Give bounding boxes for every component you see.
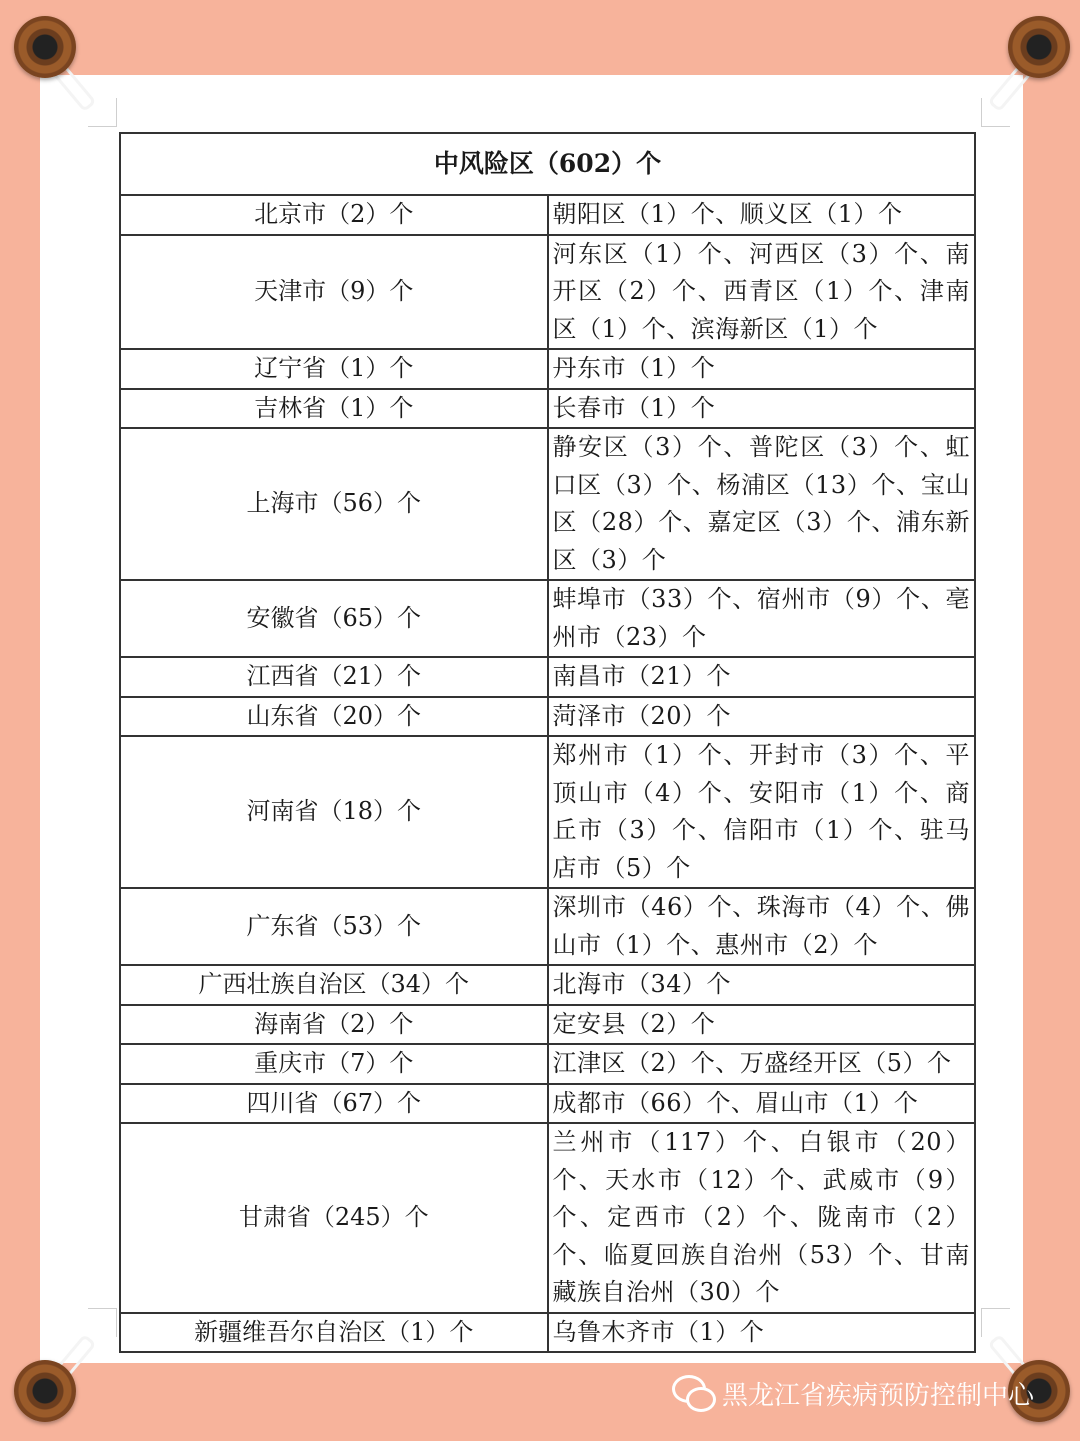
table-row [120,1084,975,1124]
table-title: 中风险区（602）个 [120,133,975,195]
province-cell: 辽宁省（1）个 [120,349,548,389]
detail-cell: 成都市（66）个、眉山市（1）个 [548,1084,976,1124]
province-cell: 重庆市（7）个 [120,1044,548,1084]
detail-cell: 江津区（2）个、万盛经开区（5）个 [548,1044,976,1084]
detail-cell: 深圳市（46）个、珠海市（4）个、佛山市（1）个、惠州市（2）个 [548,888,976,965]
province-cell: 山东省（20）个 [120,697,548,737]
province-cell: 江西省（21）个 [120,657,548,697]
wechat-icon [672,1375,714,1411]
province-cell: 河南省（18）个 [120,736,548,888]
risk-area-table [119,132,976,1353]
watermark-text: 黑龙江省疾病预防控制中心 [722,1380,1035,1411]
table-row [120,1123,975,1313]
table-row [120,736,975,888]
detail-cell: 丹东市（1）个 [548,349,976,389]
province-cell: 安徽省（65）个 [120,580,548,657]
grommet-icon [14,16,76,78]
table-header-row [120,133,975,195]
detail-cell: 郑州市（1）个、开封市（3）个、平顶山市（4）个、安阳市（1）个、商丘市（3）个、信阳市（1）个、驻马店市（5）个 [548,736,976,888]
table-row [120,235,975,350]
province-cell: 新疆维吾尔自治区（1）个 [120,1313,548,1353]
table-row [120,389,975,429]
table-row [120,1044,975,1084]
detail-cell: 蚌埠市（33）个、宿州市（9）个、亳州市（23）个 [548,580,976,657]
table-row [120,657,975,697]
crop-mark [88,1308,117,1337]
province-cell: 广西壮族自治区（34）个 [120,965,548,1005]
watermark [672,1373,1034,1413]
province-cell: 海南省（2）个 [120,1005,548,1045]
detail-cell: 定安县（2）个 [548,1005,976,1045]
province-cell: 广东省（53）个 [120,888,548,965]
detail-cell: 乌鲁木齐市（1）个 [548,1313,976,1353]
detail-cell: 南昌市（21）个 [548,657,976,697]
table-row [120,580,975,657]
grommet-icon [14,1360,76,1422]
crop-mark [981,1308,1010,1337]
province-cell: 北京市（2）个 [120,195,548,235]
table-row [120,697,975,737]
detail-cell: 静安区（3）个、普陀区（3）个、虹口区（3）个、杨浦区（13）个、宝山区（28）个、嘉定区（3）个、浦东新区（3）个 [548,428,976,580]
province-cell: 四川省（67）个 [120,1084,548,1124]
province-cell: 上海市（56）个 [120,428,548,580]
detail-cell: 河东区（1）个、河西区（3）个、南开区（2）个、西青区（1）个、津南区（1）个、滨海新区（1）个 [548,235,976,350]
province-cell: 吉林省（1）个 [120,389,548,429]
table-row [120,195,975,235]
table-row [120,428,975,580]
province-cell: 天津市（9）个 [120,235,548,350]
detail-cell: 兰州市（117）个、白银市（20）个、天水市（12）个、武威市（9）个、定西市（2）个、陇南市（2）个、临夏回族自治州（53）个、甘南藏族自治州（30）个 [548,1123,976,1313]
detail-cell: 朝阳区（1）个、顺义区（1）个 [548,195,976,235]
province-cell: 甘肃省（245）个 [120,1123,548,1313]
detail-cell: 菏泽市（20）个 [548,697,976,737]
table-row [120,349,975,389]
detail-cell: 长春市（1）个 [548,389,976,429]
detail-cell: 北海市（34）个 [548,965,976,1005]
table-row [120,965,975,1005]
table-row [120,1005,975,1045]
grommet-icon [1008,16,1070,78]
table-row [120,888,975,965]
table-row [120,1313,975,1353]
